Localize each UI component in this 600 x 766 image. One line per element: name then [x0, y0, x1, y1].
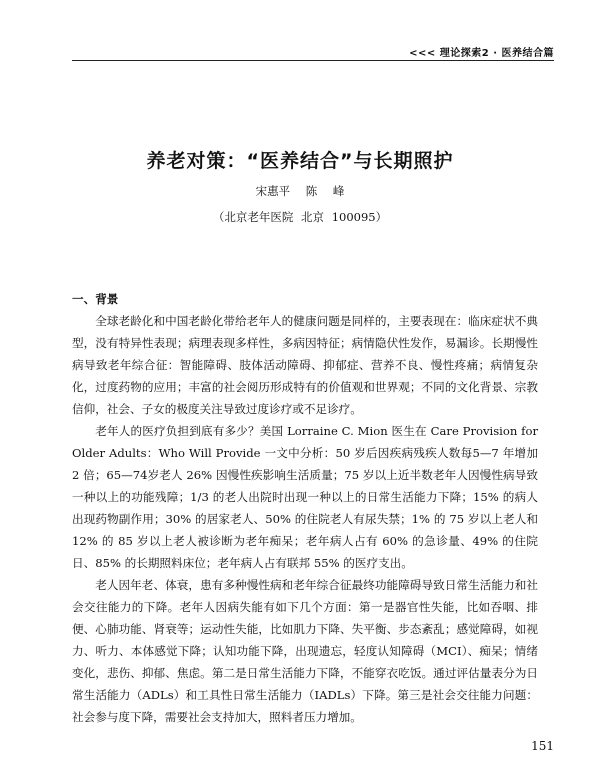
header-rule	[72, 60, 554, 61]
article-title: 养老对策：“医养结合”与长期照护	[146, 150, 454, 172]
body-paragraph: 老年人的医疗负担到底有多少？美国 Lorraine C. Mion 医生在 Care Provision for Older Adults：Who Will Provide 一文中分析：50 岁后因疾病残疾人数每5—7 年增加 2 倍；65—74岁老人 26% 因慢性疾影响生活质量；75 岁以上近半数老年人因慢性病导致一种以上的功能残障；1/3 的老人出院时出现一种以上的日常生活能力下降；15% 的病人出现药物副作用；30% 的居家老人、50% 的住院老人有尿失禁；1% 的 75 岁以上老人和 12% 的 85 岁以上老人被诊断为老年痴呆；老年病人占有 60% 的急诊量、49% 的住院日、85% 的长期照料床位；老年病人占有联邦 55% 的医疗支出。	[72, 424, 538, 570]
body-paragraph: 老人因年老、体衰，患有多种慢性病和老年综合征最终功能障碍导致日常生活能力和社会交往能力的下降。老年人因病失能有如下几个方面：第一是器官性失能，比如吞咽、排便、心肺功能、肾衰等；运动性失能，比如肌力下降、失平衡、步态紊乱；感觉障碍，如视力、听力、本体感觉下降；认知功能下降，出现遗忘，轻度认知障碍（MCI）、痴呆；情绪变化，悲伤、抑郁、焦虑。第二是日常生活能力下降，不能穿衣吃饭。通过评估量表分为日常生活能力（ADLs）和工具性日常生活能力（IADLs）下降。第三是社会交往能力问题：社会参与度下降，需要社会支持加大，照料者压力增加。	[72, 578, 538, 724]
section-heading: 一、背景	[72, 292, 119, 306]
running-head: <<< 理论探索2 · 医养结合篇	[409, 48, 554, 59]
page-number: 151	[531, 739, 554, 753]
article-affiliation: （北京老年医院 北京 100095）	[212, 210, 388, 224]
article-authors: 宋惠平 陈 峰	[255, 184, 345, 198]
article-body	[72, 288, 538, 728]
body-paragraph: 全球老龄化和中国老龄化带给老年人的健康问题是同样的，主要表现在：临床症状不典型，没有特异性表现；病理表现多样性，多病因特征；病情隐伏性发作，易漏诊。长期慢性病导致老年综合征：智能障碍、肢体活动障碍、抑郁症、营养不良、慢性疼痛；病情复杂化，过度药物的应用；丰富的社会阅历形成特有的价值观和世界观；不同的文化背景、宗教信仰，社会、子女的极度关注导致过度诊疗或不足诊疗。	[72, 314, 538, 416]
